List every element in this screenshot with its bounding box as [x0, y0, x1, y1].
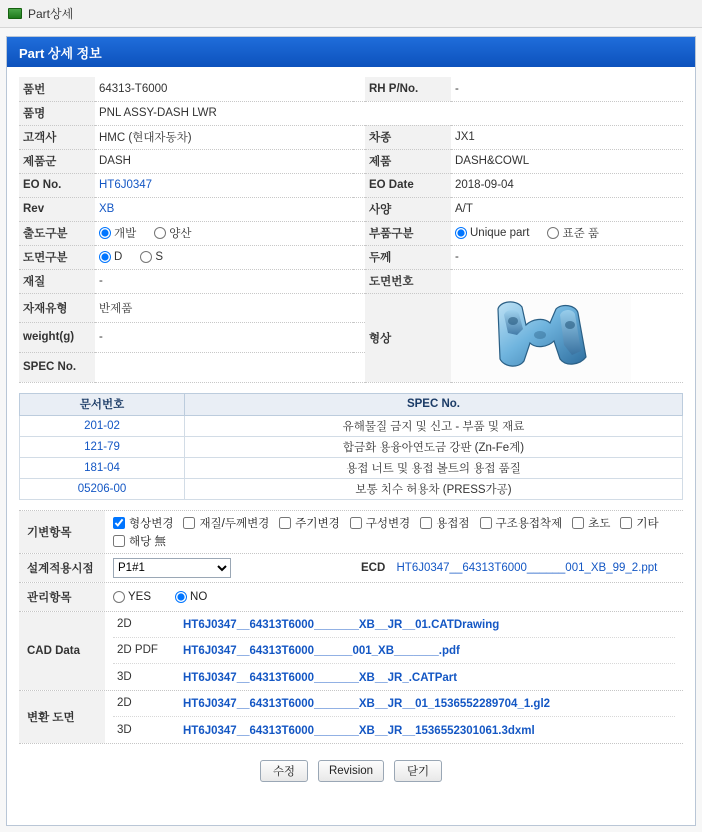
checkbox-label-weld-point: 용접점	[436, 517, 470, 530]
manage-items-section	[19, 582, 683, 612]
field-value-part-name: PNL ASSY-DASH LWR	[95, 101, 353, 125]
field-value-part-class	[451, 221, 683, 245]
cad-row-type: 2D PDF	[117, 644, 158, 656]
spacer-cell	[353, 245, 365, 269]
list-item	[113, 717, 675, 743]
radio-label-manage-no: NO	[190, 590, 208, 603]
spacer-cell	[353, 269, 365, 293]
checkbox-input-none[interactable]	[113, 535, 125, 547]
spacer-cell	[353, 197, 365, 221]
table-row	[19, 221, 683, 245]
spec-doc-link[interactable]: 05206-00	[77, 482, 127, 495]
revision-button[interactable]: Revision	[318, 760, 384, 782]
spec-doc-link[interactable]: 121-79	[84, 440, 120, 453]
cad-file-link-3d[interactable]: HT6J0347__64313T6000_______XB__JR_.CATPart	[183, 671, 458, 684]
radio-input-drawing-d[interactable]	[99, 251, 111, 263]
panel-body	[7, 67, 695, 782]
converted-file-link-3d[interactable]: HT6J0347__64313T6000_______XB__JR__1536552301061.3dxml	[183, 724, 535, 737]
manage-items-label: 관리항목	[19, 583, 105, 611]
list-item	[113, 638, 675, 664]
field-value-material: -	[95, 269, 353, 293]
spacer-cell	[353, 101, 365, 125]
spacer-cell	[353, 173, 365, 197]
checkbox-label-material-thickness-change: 재질/두께변경	[199, 517, 270, 530]
ecd-file-link[interactable]: HT6J0347__64313T6000______001_XB_99_2.ppt	[396, 561, 658, 574]
table-row	[19, 269, 683, 293]
field-value-weight: -	[95, 323, 353, 353]
spec-doc-link[interactable]: 201-02	[84, 419, 120, 432]
design-apply-label: 설계적용시점	[19, 554, 105, 582]
table-row	[19, 173, 683, 197]
checkbox-label-etc: 기타	[636, 517, 659, 530]
table-row	[19, 245, 683, 269]
part-detail-panel	[6, 36, 696, 826]
cad-data-section	[19, 611, 683, 691]
radio-label-manage-yes: YES	[128, 590, 152, 603]
checkbox-etc[interactable]	[620, 515, 658, 531]
cad-row-type: 2D	[117, 618, 132, 630]
radio-manage-yes[interactable]	[113, 591, 151, 603]
spacer-cell	[353, 221, 365, 245]
window-icon	[8, 8, 22, 19]
table-row	[19, 149, 683, 173]
field-label-release-type: 출도구분	[19, 221, 95, 245]
spec-col-doc-no: 문서번호	[20, 393, 185, 415]
checkbox-input-material-thickness-change[interactable]	[183, 517, 195, 529]
cad-data-rows	[113, 612, 675, 690]
radio-input-manage-yes[interactable]	[113, 591, 125, 603]
field-label-thickness: 두께	[365, 245, 451, 269]
field-label-eo-no: EO No.	[19, 173, 95, 197]
checkbox-label-none: 해당 無	[129, 535, 166, 548]
checkbox-label-shape-change: 형상변경	[129, 517, 174, 530]
checkbox-weld-point[interactable]	[420, 515, 469, 531]
field-label-spec-option: 사양	[365, 197, 451, 221]
converted-drawing-body	[105, 691, 683, 743]
field-label-product: 제품	[365, 149, 451, 173]
spacer-cell	[353, 149, 365, 173]
design-apply-select[interactable]	[113, 558, 231, 578]
manage-items-body	[105, 583, 683, 611]
field-label-weight: weight(g)	[19, 323, 95, 353]
edit-button[interactable]: 수정	[260, 760, 308, 782]
checkbox-composition-change[interactable]	[350, 515, 410, 531]
table-row	[20, 478, 683, 499]
radio-input-part-standard[interactable]	[547, 227, 559, 239]
radio-label-drawing-s: S	[155, 251, 163, 263]
checkbox-label-structural-adhesive: 구조용접착제	[495, 517, 563, 530]
cad-row-file[interactable]	[183, 670, 457, 684]
field-value-spec-option: A/T	[451, 197, 683, 221]
field-value-shape	[451, 293, 683, 382]
radio-label-part-unique: Unique part	[470, 227, 530, 239]
radio-input-drawing-s[interactable]	[140, 251, 152, 263]
field-value-part-no: 64313-T6000	[95, 77, 353, 101]
radio-label-release-mass: 양산	[169, 228, 192, 240]
panel-title: Part 상세 정보	[7, 37, 695, 67]
radio-manage-no[interactable]	[175, 591, 207, 603]
field-value-release-type	[95, 221, 353, 245]
field-label-spec-no: SPEC No.	[19, 352, 95, 382]
change-items-label: 기변항목	[19, 511, 105, 553]
field-value-product-group: DASH	[95, 149, 353, 173]
table-row	[19, 77, 683, 101]
checkbox-label-first-article: 초도	[588, 517, 611, 530]
table-row	[20, 457, 683, 478]
spec-table-header-row	[20, 393, 683, 415]
eo-no-link[interactable]: HT6J0347	[99, 179, 153, 191]
part-info-table	[19, 77, 683, 383]
cad-file-link-2d[interactable]: HT6J0347__64313T6000_______XB__JR__01.CATDrawing	[183, 619, 500, 631]
field-value-drawing-no	[451, 269, 683, 293]
checkbox-label-cycle-change: 주기변경	[295, 517, 340, 530]
radio-drawing-s[interactable]	[140, 251, 163, 263]
footer-buttons	[19, 760, 683, 782]
cad-data-body	[105, 612, 683, 690]
field-label-shape: 형상	[365, 293, 451, 382]
checkbox-structural-adhesive[interactable]	[480, 515, 563, 531]
field-value-rh-part-no: -	[451, 77, 683, 101]
part-3d-preview	[451, 294, 631, 382]
window-titlebar	[0, 0, 702, 28]
field-value-drawing-type	[95, 245, 353, 269]
converted-row-file[interactable]	[183, 696, 550, 710]
field-label-customer: 고객사	[19, 125, 95, 149]
radio-part-unique[interactable]	[455, 227, 529, 239]
spec-doc-link[interactable]: 181-04	[84, 461, 120, 474]
field-label-rh-part-no: RH P/No.	[365, 77, 451, 101]
table-row	[20, 436, 683, 457]
radio-part-standard[interactable]	[547, 225, 599, 241]
spec-col-spec-no: SPEC No.	[185, 393, 683, 415]
spacer-cell	[353, 77, 365, 101]
table-row	[19, 197, 683, 221]
spec-desc-cell: 유해물질 금지 및 신고 - 부품 및 재료	[185, 415, 683, 436]
table-row	[20, 415, 683, 436]
field-label-part-no: 품번	[19, 77, 95, 101]
spec-table	[19, 393, 683, 500]
converted-drawing-label: 변환 도면	[19, 691, 105, 743]
spec-doc-no-cell[interactable]	[20, 415, 185, 436]
field-label-drawing-type: 도면구분	[19, 245, 95, 269]
radio-drawing-d[interactable]	[99, 251, 122, 263]
radio-input-release-dev[interactable]	[99, 227, 111, 239]
field-label-rev: Rev	[19, 197, 95, 221]
change-items-section	[19, 510, 683, 554]
field-value-product: DASH&COWL	[451, 149, 683, 173]
empty-label-cell	[365, 101, 451, 125]
part-3d-preview-icon	[482, 295, 600, 381]
converted-drawing-rows	[113, 691, 675, 743]
list-item	[113, 612, 675, 638]
converted-file-link-2d[interactable]: HT6J0347__64313T6000_______XB__JR__01_1536552289704_1.gl2	[183, 698, 551, 710]
field-value-car-type: JX1	[451, 125, 683, 149]
cad-row-file[interactable]	[183, 617, 499, 631]
field-label-product-group: 제품군	[19, 149, 95, 173]
field-label-part-class: 부품구분	[365, 221, 451, 245]
converted-row-type: 2D	[117, 697, 132, 709]
change-items-body	[105, 511, 683, 553]
checkbox-input-etc[interactable]	[620, 517, 632, 529]
close-button[interactable]: 닫기	[394, 760, 442, 782]
radio-label-drawing-d: D	[114, 251, 123, 263]
spacer-cell	[353, 323, 365, 353]
design-apply-section	[19, 553, 683, 583]
field-value-eo-date: 2018-09-04	[451, 173, 683, 197]
field-label-material: 재질	[19, 269, 95, 293]
checkbox-cycle-change[interactable]	[279, 515, 339, 531]
field-value-customer: HMC (현대자동차)	[95, 125, 353, 149]
checkbox-input-first-article[interactable]	[572, 517, 584, 529]
checkbox-label-composition-change: 구성변경	[365, 517, 411, 530]
spec-doc-no-cell[interactable]	[20, 436, 185, 457]
checkbox-first-article[interactable]	[572, 515, 610, 531]
field-value-rev	[95, 197, 353, 221]
spacer-cell	[353, 293, 365, 323]
field-value-material-type: 반제품	[95, 293, 353, 323]
ecd-label: ECD	[361, 561, 386, 574]
checkbox-material-thickness-change[interactable]	[183, 515, 269, 531]
radio-input-release-mass[interactable]	[154, 227, 166, 239]
design-apply-body	[105, 554, 683, 582]
field-value-thickness: -	[451, 245, 683, 269]
spacer-cell	[353, 352, 365, 382]
field-label-drawing-no: 도면번호	[365, 269, 451, 293]
spec-desc-cell: 합금화 용융아연도금 강판 (Zn-Fe계)	[185, 436, 683, 457]
converted-row-file[interactable]	[183, 723, 535, 737]
field-value-eo-no	[95, 173, 353, 197]
radio-label-part-standard: 표준 품	[562, 228, 599, 240]
radio-release-dev[interactable]	[99, 225, 136, 241]
checkbox-input-composition-change[interactable]	[350, 517, 362, 529]
checkbox-none[interactable]	[113, 533, 166, 549]
field-label-car-type: 차종	[365, 125, 451, 149]
spec-doc-no-cell[interactable]	[20, 478, 185, 499]
radio-label-release-dev: 개발	[114, 228, 137, 240]
empty-value-cell	[451, 101, 683, 125]
table-row	[19, 293, 683, 323]
list-item	[113, 691, 675, 717]
list-item	[113, 664, 675, 690]
rev-link[interactable]: XB	[99, 203, 115, 215]
table-row	[19, 125, 683, 149]
window-title: Part상세	[28, 7, 74, 21]
spec-desc-cell: 용접 너트 및 용접 볼트의 용접 품질	[185, 457, 683, 478]
field-label-material-type: 자재유형	[19, 293, 95, 323]
radio-input-part-unique[interactable]	[455, 227, 467, 239]
spec-doc-no-cell[interactable]	[20, 457, 185, 478]
checkbox-input-weld-point[interactable]	[420, 517, 432, 529]
radio-input-manage-no[interactable]	[175, 591, 187, 603]
spec-desc-cell: 보통 치수 허용차 (PRESS가공)	[185, 478, 683, 499]
checkbox-shape-change[interactable]	[113, 515, 173, 531]
checkbox-input-shape-change[interactable]	[113, 517, 125, 529]
converted-row-type: 3D	[117, 723, 132, 736]
cad-file-link-2dpdf[interactable]: HT6J0347__64313T6000______001_XB_______.pdf	[183, 645, 460, 657]
spec-table-wrapper	[19, 393, 683, 500]
checkbox-input-structural-adhesive[interactable]	[480, 517, 492, 529]
field-label-part-name: 품명	[19, 101, 95, 125]
cad-data-label: CAD Data	[19, 612, 105, 690]
field-value-spec-no	[95, 352, 353, 382]
spacer-cell	[353, 125, 365, 149]
converted-drawing-section	[19, 690, 683, 744]
radio-release-mass[interactable]	[154, 225, 191, 241]
checkbox-input-cycle-change[interactable]	[279, 517, 291, 529]
cad-row-file[interactable]	[183, 643, 460, 657]
cad-row-type: 3D	[117, 670, 132, 683]
field-label-eo-date: EO Date	[365, 173, 451, 197]
table-row	[19, 101, 683, 125]
ecd-group	[361, 562, 657, 574]
